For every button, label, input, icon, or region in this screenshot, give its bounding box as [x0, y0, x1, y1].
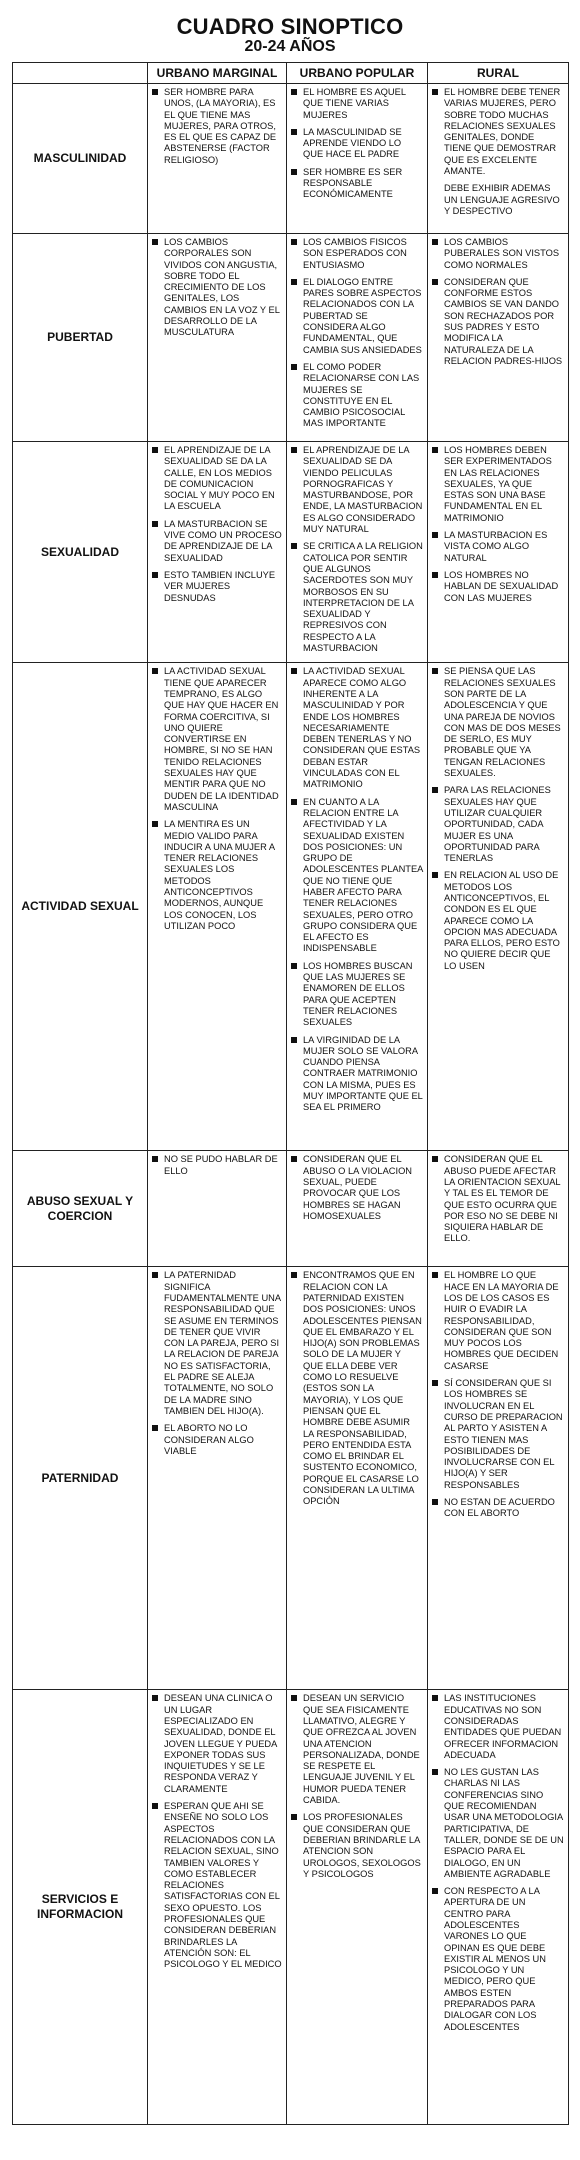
- bullet-square-icon: [432, 89, 438, 95]
- bullet-item: [291, 1154, 423, 1222]
- bullet-square-icon: [291, 129, 297, 135]
- bullet-item: [152, 1270, 282, 1417]
- bullet-item: [152, 445, 282, 513]
- bullet-item: [432, 785, 564, 864]
- bullet-text: SE PIENSA QUE LAS RELACIONES SEXUALES SON PARTE DE LA ADOLESCENCIA Y QUE UNA PAREJA DE NOVIOS CON MAS DE DOS MESES DE SERLO, ES MUY PROBABLE QUE YA TENGAN RELACIONES SEXUALES.: [444, 666, 561, 779]
- bullet-item: [291, 541, 423, 654]
- bullet-item: [432, 237, 564, 271]
- bullet-item: [291, 237, 423, 271]
- row-heading: MASCULINIDAD: [13, 84, 148, 234]
- bullet-text: DESEAN UNA CLINICA O UN LUGAR ESPECIALIZADO EN SEXUALIDAD, DONDE EL JOVEN LLEGUE Y PUEDA EXPONER TODAS SUS INQUIETUDES Y SE LE RESPONDA VERAZ Y CLARAMENTE: [164, 1693, 277, 1794]
- bullet-item: [432, 666, 564, 779]
- bullet-item: [432, 570, 564, 604]
- bullet-item: [432, 1886, 564, 2033]
- cell-rural: [428, 1267, 569, 1690]
- bullet-text: EL APRENDIZAJE DE LA SEXUALIDAD SE DA VIENDO PELICULAS PORNOGRAFICAS Y MASTURBANDOSE, POR ENDE, LA MASTURBACION ES ALGO CONSIDERADO MUY NATURAL: [303, 445, 423, 535]
- bullet-item: [291, 1270, 423, 1507]
- bullet-item: [291, 666, 423, 790]
- cell-urbano-marginal: [148, 1690, 287, 2125]
- bullet-square-icon: [432, 1272, 438, 1278]
- bullet-square-icon: [432, 1695, 438, 1701]
- bullet-text: LA MENTIRA ES UN MEDIO VALIDO PARA INDUCIR A UNA MUJER A TENER RELACIONES SEXUALES LOS METODOS ANTICONCEPTIVOS MODERNOS, AUNQUE LOS CONOCEN, LOS UTILIZAN POCO: [164, 819, 275, 931]
- bullet-text: LA VIRGINIDAD DE LA MUJER SOLO SE VALORA CUANDO PIENSA CONTRAER MATRIMONIO CON LA MISMA, PUES ES MUY IMPORTANTE QUE EL SEA EL PRIMERO: [303, 1034, 423, 1113]
- bullet-item: [291, 277, 423, 356]
- bullet-item: [152, 570, 282, 604]
- bullet-item: [152, 1423, 282, 1457]
- bullet-square-icon: [432, 787, 438, 793]
- bullet-text: ESPERAN QUE AHI SE ENSEÑE NO SOLO LOS ASPECTOS RELACIONADOS CON LA RELACION SEXUAL, SINO TAMBIEN VALORES Y COMO ESTABLECER RELACIONES SATISFACTORIAS CON EL SEXO OPUESTO. LOS PROFESIONALES QUE CONSIDERAN DEBERIAN BRINDARLES LA ATENCIÓN SON: EL PSICOLOGO Y EL MEDICO: [164, 1801, 282, 1970]
- bullet-text: SER HOMBRE PARA UNOS, (LA MAYORIA), ES EL QUE TIENE MAS MUJERES, PARA OTROS, ES EL QUE ES CAPAZ DE ABSTENERSE (FACTOR RELIGIOSO): [164, 87, 277, 165]
- cell-urbano-marginal: [148, 1267, 287, 1690]
- bullet-text: ENCONTRAMOS QUE EN RELACION CON LA PATERNIDAD EXISTEN DOS POSICIONES: UNOS ADOLESCENTES PIENSAN QUE EL EMBARAZO Y EL HIJO(A) SON PROBLEMAS SOLO DE LA MUJER Y QUE ELLA DEBE VER COMO LO RESUELVE (ESTOS SON LA MAYORIA), Y LOS QUE PIENSAN QUE EL HOMBRE DEBE ASUMIR LA RESPONSABILIDAD, PERO ENTENDIDA ESTA COMO EL BRINDAR EL SUSTENTO ECONOMICO, PORQUE EL CASARSE LO CONSIDERAN LA ULTIMA OPCIÓN: [303, 1270, 422, 1507]
- bullet-text: LOS CAMBIOS PUBERALES SON VISTOS COMO NORMALES: [444, 237, 560, 270]
- row-heading: SERVICIOS E INFORMACION: [13, 1690, 148, 2125]
- cell-urbano-popular: [287, 1690, 428, 2125]
- table-row: [13, 1151, 569, 1267]
- bullet-square-icon: [152, 89, 158, 95]
- bullet-square-icon: [291, 1272, 297, 1278]
- bullet-square-icon: [291, 447, 297, 453]
- document-subtitle: 20-24 AÑOS: [244, 38, 336, 55]
- cell-rural: [428, 1151, 569, 1267]
- bullet-item: [152, 1693, 282, 1795]
- cell-urbano-marginal: [148, 442, 287, 663]
- bullet-square-icon: [152, 1803, 158, 1809]
- row-heading: SEXUALIDAD: [13, 442, 148, 663]
- cell-urbano-popular: [287, 663, 428, 1151]
- table-row: [13, 1267, 569, 1690]
- table-row: [13, 1690, 569, 2125]
- bullet-square-icon: [432, 572, 438, 578]
- cell-urbano-marginal: [148, 234, 287, 442]
- bullet-text: NO ESTAN DE ACUERDO CON EL ABORTO: [444, 1496, 555, 1519]
- bullet-item: [291, 167, 423, 201]
- bullet-square-icon: [432, 1888, 438, 1894]
- bullet-text: SER HOMBRE ES SER RESPONSABLE ECONÓMICAMENTE: [303, 166, 403, 200]
- bullet-item: [291, 87, 423, 121]
- bullet-item: [291, 1693, 423, 1806]
- bullet-text: LOS HOMBRES BUSCAN QUE LAS MUJERES SE ENAMOREN DE ELLOS PARA QUE ACEPTEN TENER RELACIONES SEXUALES: [303, 960, 413, 1028]
- column-header-urbano-popular: URBANO POPULAR: [287, 63, 428, 84]
- bullet-text: LAS INSTITUCIONES EDUCATIVAS NO SON CONSIDERADAS ENTIDADES QUE PUEDAN OFRECER INFORMACION ADECUADA: [444, 1693, 562, 1760]
- bullet-square-icon: [152, 1156, 158, 1162]
- bullet-item: [291, 445, 423, 535]
- bullet-item: [291, 1035, 423, 1114]
- bullet-item: [432, 1693, 564, 1761]
- cell-urbano-marginal: [148, 1151, 287, 1267]
- bullet-text: CONSIDERAN QUE CONFORME ESTOS CAMBIOS SE VAN DANDO SON RECHAZADOS POR SUS PADRES Y ESTO MODIFICA LA NATURALEZA DE LA RELACION PADRES-HIJOS: [444, 276, 563, 366]
- cell-rural: [428, 442, 569, 663]
- cell-urbano-popular: [287, 84, 428, 234]
- bullet-square-icon: [152, 1695, 158, 1701]
- bullet-text: LA ACTIVIDAD SEXUAL TIENE QUE APARECER TEMPRANO, ES ALGO QUE HAY QUE HACER EN FORMA COERCITIVA, SI UNO QUIERE CONVERTIRSE EN HOMBRE, SI NO SE HAN TENIDO RELACIONES SEXUALES HAY QUE MENTIR PARA QUE NO DUDEN DE LA IDENTIDAD MASCULINA: [164, 666, 279, 812]
- bullet-text: DESEAN UN SERVICIO QUE SEA FISICAMENTE LLAMATIVO, ALEGRE Y QUE OFREZCA AL JOVEN UNA ATENCION PERSONALIZADA, DONDE SE RESPETE EL LENGUAJE JUVENIL Y EL HUMOR PUEDA TENER CABIDA.: [303, 1693, 420, 1806]
- bullet-item: [432, 1497, 564, 1520]
- bullet-item: [152, 1154, 282, 1177]
- bullet-square-icon: [291, 364, 297, 370]
- bullet-item: [152, 87, 282, 166]
- bullet-item: [432, 530, 564, 564]
- bullet-square-icon: [432, 872, 438, 878]
- bullet-square-icon: [432, 447, 438, 453]
- bullet-text: CONSIDERAN QUE EL ABUSO PUEDE AFECTAR LA ORIENTACION SEXUAL Y TAL ES EL TEMOR DE QUE ESTO OCURRA QUE POR ESO NO SE DEBE NI SIQUIERA HABLAR DE ELLO.: [444, 1154, 561, 1244]
- bullet-text: EL HOMBRE DEBE TENER VARIAS MUJERES, PERO SOBRE TODO MUCHAS RELACIONES SEXUALES GENITALES, DONDE TIENE QUE DEMOSTRAR QUE ES EXCELENTE AMANTE.: [444, 87, 561, 177]
- bullet-text: EL HOMBRE ES AQUEL QUE TIENE VARIAS MUJERES: [303, 87, 406, 120]
- bullet-item: [291, 1812, 423, 1880]
- bullet-text: LOS HOMBRES DEBEN SER EXPERIMENTADOS EN LAS RELACIONES SEXUALES, YA QUE ESTAS SON UNA BASE FUNDAMENTAL EN EL MATRIMONIO: [444, 445, 552, 523]
- bullet-item: [152, 819, 282, 932]
- bullet-item: [291, 961, 423, 1029]
- cell-rural: [428, 234, 569, 442]
- bullet-text: EN RELACION AL USO DE METODOS LOS ANTICONCEPTIVOS, EL CONDON ES EL QUE APARECE COMO LA OPCION MAS ADECUADA PARA ELLOS, PERO ESTO NO QUIERE DECIR QUE LO USEN: [444, 870, 560, 971]
- bullet-item: [152, 237, 282, 339]
- column-header-urbano-marginal: URBANO MARGINAL: [148, 63, 287, 84]
- bullet-square-icon: [432, 668, 438, 674]
- bullet-square-icon: [152, 239, 158, 245]
- cell-rural: [428, 663, 569, 1151]
- bullet-square-icon: [432, 1769, 438, 1775]
- bullet-square-icon: [291, 279, 297, 285]
- bullet-text: LA MASTURBACION ES VISTA COMO ALGO NATURAL: [444, 530, 548, 563]
- bullet-square-icon: [291, 239, 297, 245]
- bullet-item: [291, 797, 423, 955]
- bullet-square-icon: [432, 1499, 438, 1505]
- table-row: [13, 84, 569, 234]
- cell-urbano-marginal: [148, 663, 287, 1151]
- bullet-square-icon: [152, 821, 158, 827]
- bullet-text: LA PATERNIDAD SIGNIFICA FUDAMENTALMENTE UNA RESPONSABILIDAD QUE SE ASUME EN TERMINOS DE TENER QUE VIVIR CON LA PAREJA, PERO SI LA RELACION DE PAREJA NO ES SATISFACTORIA, EL PADRE SE ALEJA TOTALMENTE, NO SOLO DE LA MADRE SINO TAMBIEN DEL HIJO(A).: [164, 1270, 281, 1416]
- bullet-square-icon: [432, 532, 438, 538]
- bullet-item: [432, 1270, 564, 1372]
- bullet-square-icon: [152, 1425, 158, 1431]
- table-row: [13, 234, 569, 442]
- bullet-text: EL APRENDIZAJE DE LA SEXUALIDAD SE DA LA CALLE, EN LOS MEDIOS DE COMUNICACION SOCIAL Y MUY POCO EN LA ESCUELA: [164, 445, 275, 512]
- row-heading: ACTIVIDAD SEXUAL: [13, 663, 148, 1151]
- bullet-text: NO SE PUDO HABLAR DE ELLO: [164, 1154, 278, 1176]
- cell-note: DEBE EXHIBIR ADEMAS UN LENGUAJE AGRESIVO Y DESPECTIVO: [444, 183, 560, 216]
- bullet-square-icon: [152, 521, 158, 527]
- bullet-item: [432, 1767, 564, 1880]
- bullet-square-icon: [432, 239, 438, 245]
- bullet-text: LA MASTURBACION SE VIVE COMO UN PROCESO DE APRENDIZAJE DE LA SEXUALIDAD: [164, 518, 282, 563]
- row-heading: ABUSO SEXUAL Y COERCION: [13, 1151, 148, 1267]
- bullet-text: LOS HOMBRES NO HABLAN DE SEXUALIDAD CON LAS MUJERES: [444, 569, 559, 603]
- bullet-square-icon: [291, 1814, 297, 1820]
- bullet-square-icon: [291, 668, 297, 674]
- bullet-text: NO LES GUSTAN LAS CHARLAS NI LAS CONFERENCIAS SINO QUE RECOMIENDAN USAR UNA METODOLOGIA PARTICIPATIVA, DE TALLER, DONDE SE DE UN ESPACIO PARA EL DIALOGO, EN UN AMBIENTE AGRADABLE: [444, 1767, 564, 1879]
- table-row: [13, 442, 569, 663]
- bullet-text: LOS PROFESIONALES QUE CONSIDERAN QUE DEBERIAN BRINDARLE LA ATENCION SON UROLOGOS, SEXOLOGOS Y PSICOLOGOS: [303, 1812, 421, 1879]
- table-row: [13, 663, 569, 1151]
- bullet-square-icon: [291, 1156, 297, 1162]
- bullet-square-icon: [291, 169, 297, 175]
- bullet-item: [432, 870, 564, 972]
- bullet-square-icon: [152, 1272, 158, 1278]
- synoptic-table: [12, 62, 569, 2125]
- bullet-item: [432, 1154, 564, 1244]
- bullet-text: EL DIALOGO ENTRE PARES SOBRE ASPECTOS RELACIONADOS CON LA PUBERTAD SE CONSIDERA ALGO FUNDAMENTAL, QUE CAMBIA SUS ANSIEDADES: [303, 276, 422, 355]
- bullet-square-icon: [291, 963, 297, 969]
- bullet-text: LOS CAMBIOS FISICOS SON ESPERADOS CON ENTUSIASMO: [303, 237, 407, 270]
- bullet-item: [432, 277, 564, 367]
- cell-urbano-popular: [287, 234, 428, 442]
- cell-rural: [428, 1690, 569, 2125]
- bullet-square-icon: [291, 89, 297, 95]
- cell-urbano-popular: [287, 1151, 428, 1267]
- table-header-row: [13, 63, 569, 84]
- bullet-item: [432, 445, 564, 524]
- row-heading: PUBERTAD: [13, 234, 148, 442]
- cell-urbano-popular: [287, 1267, 428, 1690]
- row-heading: PATERNIDAD: [13, 1267, 148, 1690]
- bullet-item: [152, 666, 282, 813]
- bullet-square-icon: [432, 1380, 438, 1386]
- bullet-square-icon: [152, 572, 158, 578]
- bullet-item: [291, 362, 423, 430]
- bullet-square-icon: [432, 1156, 438, 1162]
- bullet-square-icon: [291, 1037, 297, 1043]
- bullet-item: [152, 519, 282, 564]
- column-header-rural: RURAL: [428, 63, 569, 84]
- column-header-empty: [13, 63, 148, 84]
- bullet-text: SÍ CONSIDERAN QUE SI LOS HOMBRES SE INVOLUCRAN EN EL CURSO DE PREPARACION AL PARTO Y ASISTEN A ESTO TIENEN MAS POSIBILIDADES DE INVOLUCRARSE CON EL HIJO(A) Y SER RESPONSABLES: [444, 1378, 563, 1490]
- bullet-text: EL ABORTO NO LO CONSIDERAN ALGO VIABLE: [164, 1423, 254, 1456]
- bullet-item: [291, 127, 423, 161]
- bullet-item: [432, 1378, 564, 1491]
- cell-rural: [428, 84, 569, 234]
- bullet-text: ESTO TAMBIEN INCLUYE VER MUJERES DESNUDAS: [164, 569, 276, 603]
- bullet-square-icon: [152, 668, 158, 674]
- bullet-text: LA ACTIVIDAD SEXUAL APARECE COMO ALGO INHERENTE A LA MASCULINIDAD Y POR ENDE LOS HOMBRES NECESARIAMENTE DEBEN TENERLAS Y NO CONSIDERAN QUE ESTAS DEBAN ESTAR VINCULADAS CON EL MATRIMONIO: [303, 666, 421, 790]
- bullet-square-icon: [152, 447, 158, 453]
- document-title: CUADRO SINOPTICO: [176, 14, 404, 39]
- bullet-square-icon: [432, 279, 438, 285]
- cell-urbano-marginal: [148, 84, 287, 234]
- bullet-square-icon: [291, 1695, 297, 1701]
- bullet-text: LOS CAMBIOS CORPORALES SON VIVIDOS CON ANGUSTIA, SOBRE TODO EL CRECIMIENTO DE LOS GENITALES, LOS CAMBIOS EN LA VOZ Y EL DESARROLLO DE LA MUSCULATURA: [164, 237, 280, 338]
- bullet-text: CON RESPECTO A LA APERTURA DE UN CENTRO PARA ADOLESCENTES VARONES LO QUE OPINAN ES QUE DEBE EXISTIR AL MENOS UN PSICOLOGO Y UN MEDICO, PERO QUE AMBOS ESTEN PREPARADOS PARA DIALOGAR CON LOS ADOLESCENTES: [444, 1886, 546, 2032]
- bullet-square-icon: [291, 799, 297, 805]
- bullet-text: PARA LAS RELACIONES SEXUALES HAY QUE UTILIZAR CUALQUIER OPORTUNIDAD, CADA MUJER ES UNA OPORTUNIDAD PARA TENERLAS: [444, 785, 551, 864]
- bullet-square-icon: [291, 543, 297, 549]
- bullet-text: SE CRITICA A LA RELIGION CATOLICA POR SENTIR QUE ALGUNOS SACERDOTES SON MUY MORBOSOS EN SU INTERPRETACION DE LA SEXUALIDAD Y REPRESIVOS CON RESPECTO A LA MASTURBACION: [303, 541, 423, 654]
- bullet-text: EL HOMBRE LO QUE HACE EN LA MAYORIA DE LOS DE LOS CASOS ES HUIR O EVADIR LA RESPONSABILIDAD, CONSIDERAN QUE SON MUY POCOS LOS HOMBRES QUE DECIDEN CASARSE: [444, 1270, 559, 1371]
- bullet-item: [432, 87, 564, 177]
- cell-urbano-popular: [287, 442, 428, 663]
- bullet-item: [152, 1801, 282, 1970]
- bullet-text: LA MASCULINIDAD SE APRENDE VIENDO LO QUE HACE EL PADRE: [303, 126, 402, 160]
- bullet-text: EL COMO PODER RELACIONARSE CON LAS MUJERES SE CONSTITUYE EN EL CAMBIO PSICOSOCIAL MAS IMPORTANTE: [303, 361, 420, 429]
- bullet-text: CONSIDERAN QUE EL ABUSO O LA VIOLACION SEXUAL, PUEDE PROVOCAR QUE LOS HOMBRES SE HAGAN HOMOSEXUALES: [303, 1154, 413, 1221]
- bullet-text: EN CUANTO A LA RELACION ENTRE LA AFECTIVIDAD Y LA SEXUALIDAD EXISTEN DOS POSICIONES: UN GRUPO DE ADOLESCENTES PLANTEA QUE NO TIENE QUE HABER AFECTO PARA TENER RELACIONES SEXUALES, PERO OTRO GRUPO CONSIDERA QUE EL AFECTO ES INDISPENSABLE: [303, 796, 423, 954]
